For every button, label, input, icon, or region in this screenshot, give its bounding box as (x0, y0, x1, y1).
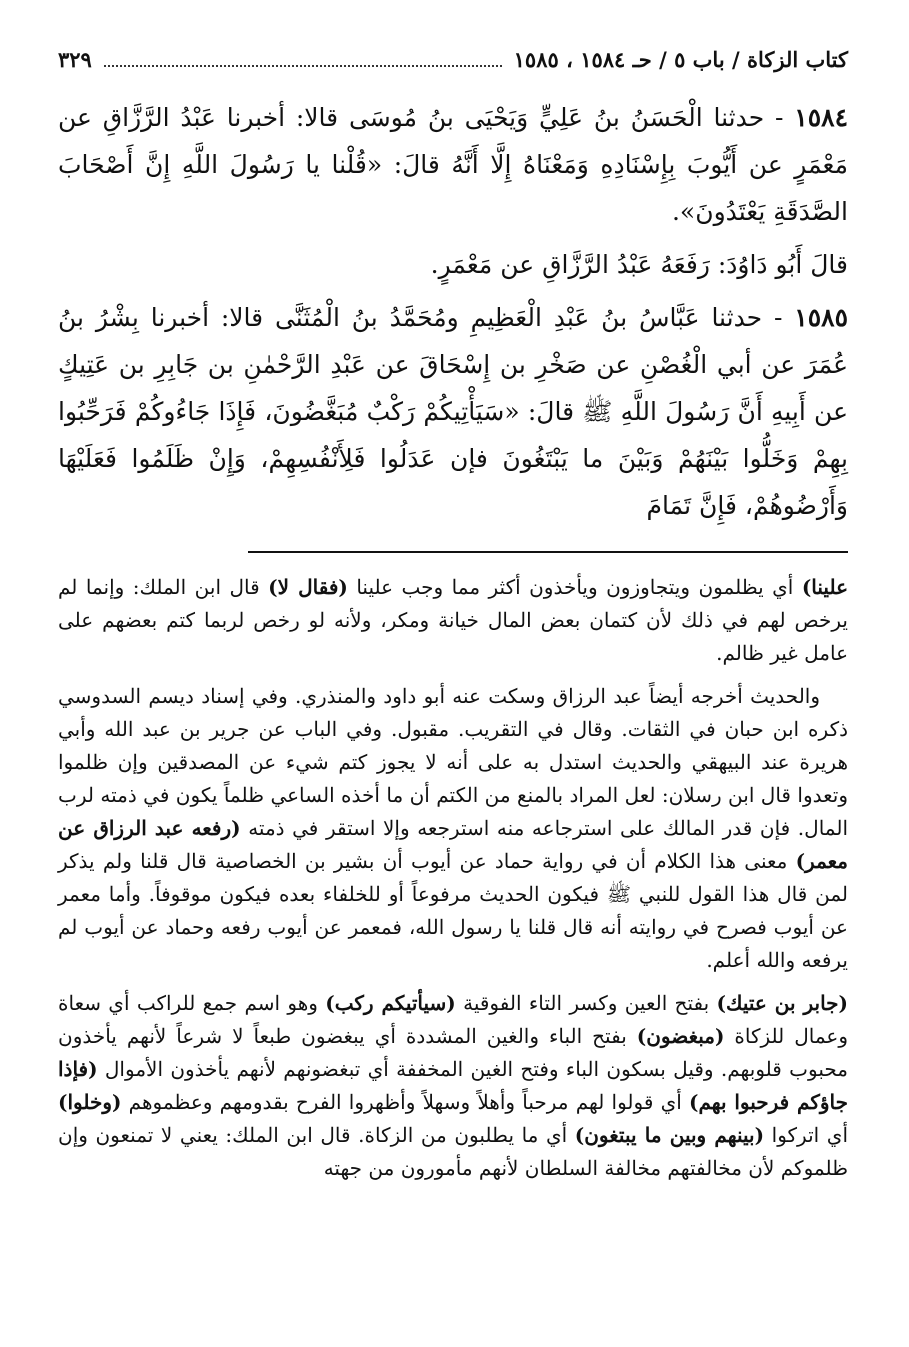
commentary-lemma: (مبغضون) (636, 1024, 725, 1048)
footnote-divider (248, 551, 848, 553)
commentary-text: والحديث أخرجه أيضاً عبد الرزاق وسكت عنه أبو داود والمنذري. وفي إسناد ديسم السدوسي ذكره ابن حبان في الثقات. وقال في التقريب. مقبول. وفي الباب عن جرير بن عبد الله وأبي هريرة عند البيهقي والحديث استدل به على أنه لا يجوز كتم شيء عن المصدقين وإن ظلموا وتعدوا قال ابن رسلان: لعل المراد بالمنع من الكتم أن ما أخذه الساعي ظلماً يكون في ذمته لرب المال. فإن قدر المالك على استرجاعه منه استرجعه وإلا استقر في ذمته (58, 684, 849, 840)
commentary-text: قال ابن الملك: وإنما لم يرخص لهم في ذلك لأن كتمان بعض المال خيانة ومكر، ولأنه لو رخص لربما كتم بعضهم على عامل غير ظالم. (58, 575, 848, 665)
commentary-section (58, 571, 848, 1185)
commentary-lemma: (بينهم وبين ما يبتغون) (574, 1123, 765, 1147)
commentary-text: أي يظلمون ويتجاوزون ويأخذون أكثر مما وجب علينا (347, 575, 802, 599)
hadith-number: ١٥٨٥ (794, 303, 848, 332)
commentary-text: بفتح العين وكسر التاء الفوقية (455, 991, 717, 1015)
hadith-body: - حدثنا الْحَسَنُ بنُ عَلِيٍّ وَيَحْيَى بنُ مُوسَى قالا: أخبرنا عَبْدُ الرَّزَّاقِ عن مَعْمَرٍ عن أَيُّوبَ بِإِسْنَادِهِ وَمَعْنَاهُ إِلَّا أَنَّهُ قالَ: «قُلْنا يا رَسُولَ اللَّهِ إِنَّ أَصْحَابَ الصَّدَقَةِ يَعْتَدُونَ». (58, 103, 848, 226)
commentary-lemma: (فقال لا) (268, 575, 348, 599)
commentary-text: أي قولوا لهم مرحباً وأهلاً وسهلاً وأظهروا الفرح بقدومهم وعظموهم (121, 1090, 689, 1114)
commentary-text: أي اتركوا (764, 1123, 848, 1147)
hadith-number: ١٥٨٤ (794, 103, 848, 132)
hadith-paragraph (58, 241, 848, 288)
page-header (58, 40, 848, 80)
hadith-body: قالَ أَبُو دَاوُدَ: رَفَعَهُ عَبْدُ الرَّزَّاقِ عن مَعْمَرٍ. (430, 250, 848, 279)
commentary-lemma: (سيأتيكم ركب) (325, 991, 456, 1015)
hadith-body: - حدثنا عَبَّاسُ بنُ عَبْدِ الْعَظِيمِ ومُحَمَّدُ بنُ الْمُثَنَّى قالا: أخبرنا بِشْرُ بنُ عُمَرَ عن أبي الْغُصْنِ عن صَخْرِ بن إِسْحَاقَ عن عَبْدِ الرَّحْمٰنِ بن جَابِرِ بن عَتِيكٍ عن أَبِيهِ أَنَّ رَسُولَ اللَّهِ ﷺ قالَ: «سَيَأْتِيكُمْ رَكْبٌ مُبَغَّضُونَ، فَإِذَا جَاءُوكُمْ فَرَحِّبُوا بِهِمْ وَخَلُّوا بَيْنَهُمْ وَبَيْنَ ما يَبْتَغُونَ فإن عَدَلُوا فَلِأَنْفُسِهِمْ، وَإِنْ ظَلَمُوا فَعَلَيْهَا وَأَرْضُوهُمْ، فَإِنَّ تَمَامَ (58, 303, 848, 520)
commentary-lemma: (فإذا جاؤكم فرحبوا بهم) (58, 1057, 848, 1114)
commentary-lemma: (رفعه عبد الرزاق عن معمر) (58, 816, 848, 873)
commentary-text: بفتح الباء والغين المشددة أي يبغضون طبعاً لا شرعاً لأنهم يأخذون محبوب قلوبهم. وقيل بسكون الباء وفتح الغين المخففة أي تبغضونهم لأنهم يأخذون الأموال (58, 1024, 848, 1081)
commentary-lemma: (وخلوا) (58, 1090, 122, 1114)
commentary-text: معنى هذا الكلام أن في رواية حماد عن أيوب أن بشير بن الخصاصية قال قلنا ولم يذكر لمن قال هذا القول للنبي ﷺ فيكون الحديث مرفوعاً أو للخلفاء بعده فيكون موقوفاً. وأما معمر عن أيوب فصرح في روايته أنه قال قلنا يا رسول الله، فمعمر عن أيوب رفعه وحماد عن أيوب لم يرفعه والله أعلم. (58, 849, 848, 972)
commentary-lemma: علينا) (801, 575, 849, 599)
hadith-text (58, 94, 848, 529)
page-number: ٣٢٩ (58, 47, 92, 72)
header-dot-leader (104, 65, 502, 67)
commentary-paragraph (58, 987, 848, 1185)
commentary-text: أي ما يطلبون من الزكاة. قال ابن الملك: يعني لا تمنعون وإن ظلموكم لأن مخالفتهم مخالفة السلطان لأنهم مأمورون من جهته (58, 1123, 848, 1180)
hadith-paragraph (58, 294, 848, 529)
book-page (58, 40, 848, 1320)
commentary-paragraph (58, 680, 848, 977)
commentary-lemma: (جابر بن عتيك) (716, 991, 848, 1015)
running-title: كتاب الزكاة / باب ٥ / حـ ١٥٨٤ ، ١٥٨٥ (513, 47, 848, 72)
commentary-paragraph (58, 571, 848, 670)
commentary-text: وهو اسم جمع للراكب أي سعاة وعمال للزكاة (58, 991, 848, 1048)
hadith-paragraph (58, 94, 848, 235)
